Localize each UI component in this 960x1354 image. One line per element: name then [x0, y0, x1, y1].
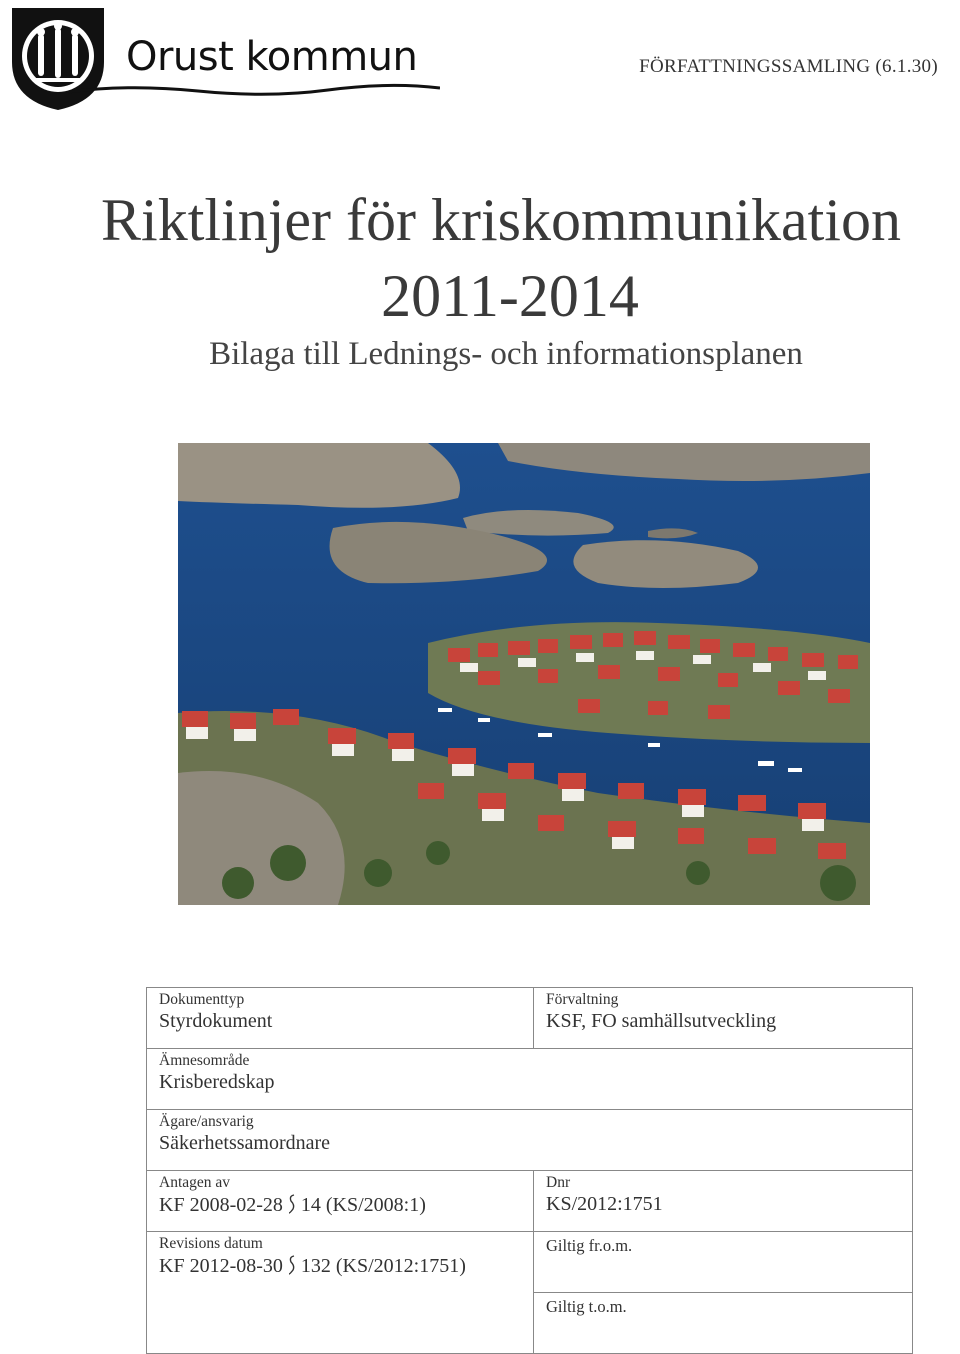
revisions-label: Revisions datum: [159, 1235, 263, 1252]
antagen-label: Antagen av: [159, 1174, 231, 1191]
antagen-reference: 14 (KS/2008:1): [300, 1194, 426, 1216]
agare-value: Säkerhetssamordnare: [159, 1132, 331, 1154]
logo-wave-underline: [68, 82, 440, 98]
cell-antagen: [147, 1171, 534, 1232]
document-metadata-table: [146, 987, 913, 1354]
paragraph-sign-icon: [287, 1254, 297, 1276]
dokumenttyp-value: Styrdokument: [159, 1010, 273, 1032]
paragraph-sign-icon: [287, 1193, 297, 1215]
forvaltning-value: KSF, FO samhällsutveckling: [546, 1010, 777, 1032]
archipelago-image: [178, 443, 870, 905]
giltig-tom-label: Giltig t.o.m.: [546, 1297, 627, 1316]
document-title: Riktlinjer för kriskommunikation: [101, 187, 901, 253]
cell-forvaltning: [534, 988, 913, 1049]
antagen-value: [159, 1193, 521, 1217]
cell-giltig-tom: [534, 1293, 913, 1354]
dnr-value: KS/2012:1751: [546, 1193, 663, 1215]
document-subtitle: Bilaga till Lednings- och informationsplanen: [209, 336, 803, 372]
giltig-from-label: Giltig fr.o.m.: [546, 1236, 633, 1255]
document-period: 2011-2014: [381, 263, 639, 329]
cell-dokumenttyp: [147, 988, 534, 1049]
cell-revisions: [147, 1232, 534, 1354]
agare-label: Ägare/ansvarig: [159, 1113, 254, 1130]
cell-amnesomrade: [147, 1049, 913, 1110]
dokumenttyp-label: Dokumenttyp: [159, 991, 245, 1008]
table-row: [147, 1171, 913, 1232]
cell-giltig-from: [534, 1232, 913, 1293]
cover-photo: [178, 443, 870, 905]
cell-agare: [147, 1110, 913, 1171]
forvaltning-label: Förvaltning: [546, 991, 619, 1008]
amnesomrade-label: Ämnesområde: [159, 1052, 250, 1069]
revisions-date: KF 2012-08-30: [159, 1255, 283, 1277]
table-row: [147, 1110, 913, 1171]
revisions-reference: 132 (KS/2012:1751): [300, 1255, 466, 1277]
series-number: FÖRFATTNINGSSAMLING (6.1.30): [639, 56, 938, 77]
logo: [8, 4, 438, 112]
revisions-value: [159, 1254, 521, 1278]
amnesomrade-value: Krisberedskap: [159, 1071, 275, 1093]
logo-text: Orust kommun: [126, 34, 418, 80]
antagen-date: KF 2008-02-28: [159, 1194, 283, 1216]
cell-dnr: [534, 1171, 913, 1232]
table-row: [147, 1049, 913, 1110]
dnr-label: Dnr: [546, 1174, 571, 1191]
table-row: [147, 988, 913, 1049]
table-row: [147, 1232, 913, 1293]
